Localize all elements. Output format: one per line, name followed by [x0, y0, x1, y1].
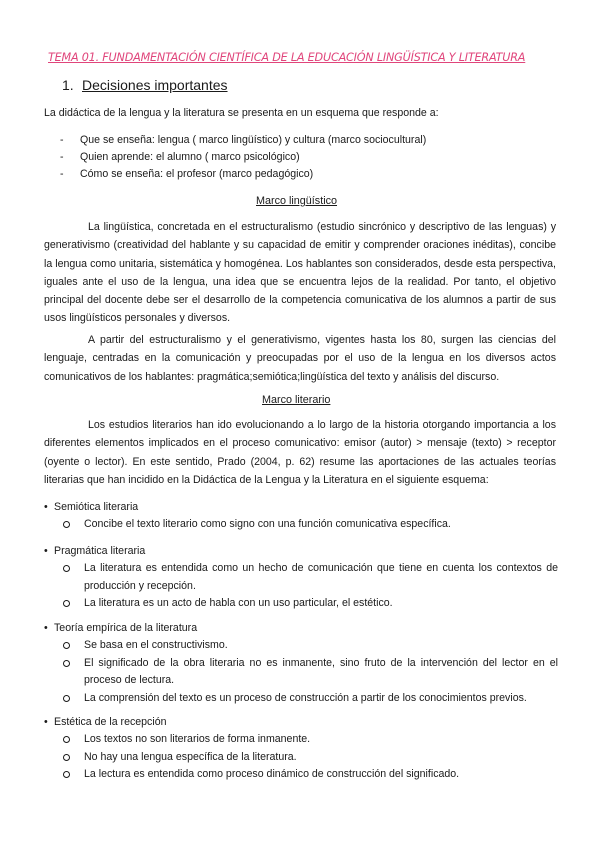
- theory-group-empirica: [44, 620, 558, 707]
- bullet-glyph: •: [44, 716, 48, 728]
- section-heading-1: [62, 77, 228, 93]
- marco-linguistico-paragraph-2: A partir del estructuralismo y el generativismo, vigentes hasta los 80, surgen las ciencias del lenguaje, centradas en la comunicación y preocupadas por el uso de la lengua en los diversos actos comunicativos de los hablantes: pragmática;semiótica;lingüística del texto y análisis del discurso.: [44, 334, 556, 383]
- theory-group-items: [44, 637, 558, 707]
- theory-item: No hay una lengua específica de la literatura.: [62, 749, 558, 767]
- intro-list-item: - Que se enseña: lengua ( marco lingüístico) y cultura (marco sociocultural): [60, 132, 426, 149]
- intro-list: [60, 132, 426, 183]
- marco-linguistico-paragraph-1: La lingüística, concretada en el estructuralismo (estudio sincrónico y descriptivo de las lenguas) y generativismo (creatividad del hablante y su capacidad de emitir y comprender oraciones inéditas), concibe la lengua como unitaria, sistemática y homogénea. Los hablantes son considerados, desde esta perspectiva, iguales ante el uso de la lengua, una idea que se encuentra lejos de la realidad. Por tanto, el objetivo principal del docente debe ser el desarrollo de la competencia comunicativa de los alumnos a partir de sus usos lingüísticos personales y diversos.: [44, 221, 556, 325]
- theory-group-items: [44, 560, 558, 613]
- theory-group-title: • Estética de la recepción: [44, 714, 558, 731]
- section-title: Decisiones importantes: [82, 77, 228, 93]
- bullet-glyph: •: [44, 501, 48, 513]
- theory-group-items: [44, 731, 558, 784]
- marco-linguistico-heading: Marco lingüístico: [256, 195, 338, 207]
- theory-group-semiotica: [44, 499, 558, 534]
- theory-group-estetica: [44, 714, 558, 784]
- theory-item: La lectura es entendida como proceso dinámico de construcción del significado.: [62, 766, 558, 784]
- intro-list-item: - Quien aprende: el alumno ( marco psicológico): [60, 149, 426, 166]
- theory-item: Se basa en el constructivismo.: [62, 637, 558, 655]
- theory-item: La literatura es un acto de habla con un uso particular, el estético.: [62, 595, 558, 613]
- theory-group-title: • Pragmática literaria: [44, 543, 558, 560]
- section-number: 1.: [62, 77, 74, 93]
- theory-item: La literatura es entendida como un hecho de comunicación que tiene en cuenta los contextos de producción y recepción.: [62, 560, 558, 595]
- intro-text: La didáctica de la lengua y la literatura se presenta en un esquema que responde a:: [44, 107, 439, 119]
- page-title: TEMA 01. FUNDAMENTACIÓN CIENTÍFICA DE LA EDUCACIÓN LINGÜÍSTICA Y LITERATURA: [48, 51, 526, 64]
- theory-item: Concibe el texto literario como signo con una función comunicativa específica.: [62, 516, 558, 534]
- theory-group-items: [44, 516, 558, 534]
- bullet-glyph: •: [44, 545, 48, 557]
- marco-literario-heading: Marco literario: [262, 394, 331, 406]
- marco-literario-paragraph: Los estudios literarios han ido evolucionando a lo largo de la historia otorgando importancia a los diferentes elementos implicados en el proceso comunicativo: emisor (autor) > mensaje (texto) > receptor (oyente o lector). En este sentido, Prado (2004, p. 62) resume las aportaciones de las actuales teorías literarias que han incidido en la Didáctica de la Lengua y la Literatura en el siguiente esquema:: [44, 419, 556, 486]
- theory-item: La comprensión del texto es un proceso de construcción a partir de los conocimientos previos.: [62, 690, 558, 708]
- theory-group-title: • Semiótica literaria: [44, 499, 558, 516]
- theory-item: Los textos no son literarios de forma inmanente.: [62, 731, 558, 749]
- theory-group-pragmatica: [44, 543, 558, 613]
- bullet-glyph: •: [44, 622, 48, 634]
- theory-group-title: • Teoría empírica de la literatura: [44, 620, 558, 637]
- theory-item: El significado de la obra literaria no es inmanente, sino fruto de la intervención del lector en el proceso de lectura.: [62, 655, 558, 690]
- intro-list-item: - Cómo se enseña: el profesor (marco pedagógico): [60, 166, 426, 183]
